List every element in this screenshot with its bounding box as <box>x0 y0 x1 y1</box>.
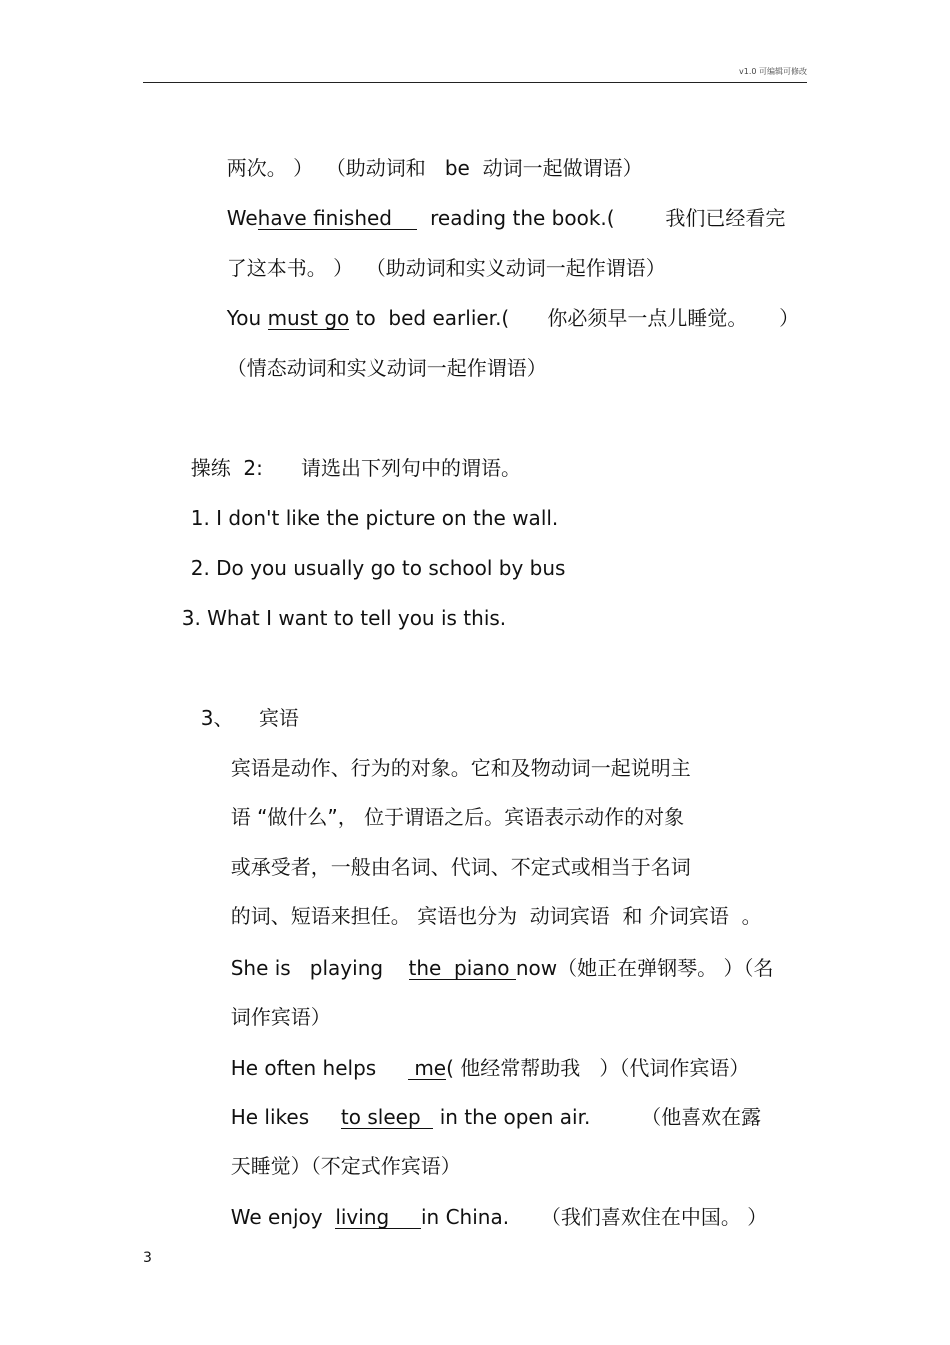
underlined-answer: have finished <box>257 206 418 230</box>
line-text: 2. Do you usually go to school by bus <box>190 556 566 580</box>
text-line-11 <box>218 729 691 781</box>
line-text: ( 他经常帮助我 ）（代词作宾语） <box>446 1056 750 1080</box>
line-text: in the open air. （他喜欢在露 <box>433 1105 762 1129</box>
line-text: reading the book.( 我们已经看完 <box>417 206 786 230</box>
line-text: She is playing <box>230 956 409 980</box>
line-text: （情态动词和实义动词一起作谓语） <box>226 356 547 380</box>
line-text: He likes <box>230 1105 341 1129</box>
line-text: 语 “做什么”， 位于谓语之后。宾语表示动作的对象 <box>230 805 685 829</box>
exercise-item-3 <box>169 579 506 631</box>
text-line-16 <box>218 978 331 1030</box>
header-version-text: v1.0 可编辑可修改 <box>739 67 807 76</box>
underlined-answer: the piano <box>408 956 516 980</box>
text-line-20 <box>218 1178 767 1230</box>
text-line-17 <box>218 1029 749 1081</box>
line-text: 3. What I want to tell you is this. <box>181 606 507 630</box>
exercise-heading <box>178 429 521 481</box>
text-line-15 <box>218 929 773 981</box>
line-text: 宾语是动作、行为的对象。它和及物动词一起说明主 <box>230 756 691 780</box>
text-line-4 <box>214 279 799 331</box>
line-text: 词作宾语） <box>230 1005 331 1029</box>
line-text: now（她正在弹钢琴。 ）（名 <box>515 956 774 980</box>
text-line-18 <box>218 1078 761 1130</box>
line-text: to bed earlier.( 你必须早一点儿睡觉。 ） <box>349 306 800 330</box>
text-line-5 <box>214 329 547 381</box>
underlined-answer: to sleep <box>340 1105 434 1129</box>
section-heading <box>188 679 299 731</box>
line-text: 两次。 ） （助动词和 be 动词一起做谓语） <box>226 156 643 180</box>
line-text: We enjoy <box>230 1205 336 1229</box>
text-line-14 <box>218 877 762 929</box>
line-text: 天睡觉）（不定式作宾语） <box>230 1154 461 1178</box>
line-text: 了这本书。 ） （助动词和实义动词一起作谓语） <box>226 256 666 280</box>
line-text: You <box>226 306 268 330</box>
exercise-item-1 <box>178 479 558 531</box>
text-line-1 <box>214 129 643 181</box>
text-line-13 <box>218 828 691 880</box>
line-text: 3、 宾语 <box>200 706 299 730</box>
underlined-answer: living <box>335 1205 421 1229</box>
line-text: 的词、短语来担任。 宾语也分为 动词宾语 和 介词宾语 。 <box>230 904 762 928</box>
line-text: He often helps <box>230 1056 408 1080</box>
text-line-3 <box>214 229 666 281</box>
line-text: We <box>226 206 258 230</box>
underlined-answer: must go <box>267 306 350 330</box>
page-number: 3 <box>143 1250 152 1266</box>
line-text: in China. （我们喜欢住在中国。 ） <box>420 1205 768 1229</box>
underlined-answer: me <box>407 1056 447 1080</box>
line-text: 或承受者，一般由名词、代词、不定式或相当于名词 <box>230 855 691 879</box>
text-line-19 <box>218 1127 461 1179</box>
line-text: 操练 2: 请选出下列句中的谓语。 <box>190 456 522 480</box>
text-line-2 <box>214 179 785 231</box>
line-text: 1. I don't like the picture on the wall. <box>190 506 559 530</box>
text-line-12 <box>218 778 684 830</box>
header-rule <box>143 82 807 83</box>
exercise-item-2 <box>178 529 565 581</box>
